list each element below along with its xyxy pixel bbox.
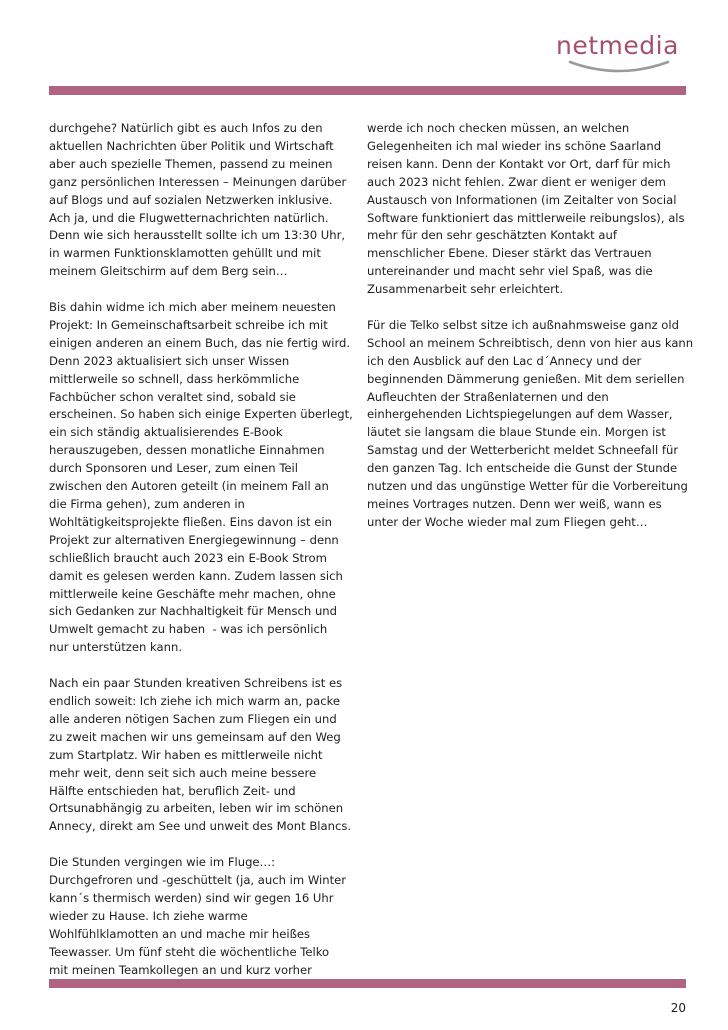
left-text-column: [49, 120, 353, 979]
footer-divider-bar: [49, 979, 686, 988]
page-number: 20: [670, 1001, 686, 1015]
paragraph: Für die Telko selbst sitze ich außnahmsweise ganz old School an meinem Schreibtisch, denn von hier aus kann ich den Ausblick auf den Lac d´Annecy und der beginnenden Dämmerung genießen. Mit dem seriellen Aufleuchten der Straßenlaternen und den einhergehenden Lichtspiegelungen auf dem Wasser, läutet sie langsam die blaue Stunde ein. Morgen ist Samstag und der Wetterbericht meldet Schneefall für den ganzen Tag. Ich entscheide die Gunst der Stunde nutzen und das ungünstige Wetter für die Vorbereitung meines Vortrages nutzen. Denn wer weiß, wann es unter der Woche wieder mal zum Fliegen geht…: [367, 317, 694, 529]
right-text-column: [367, 120, 694, 532]
paragraph: durchgehe? Natürlich gibt es auch Infos zu den aktuellen Nachrichten über Politik und Wirtschaft aber auch spezielle Themen, passend zu meinen ganz persönlichen Interessen – Meinungen darüber auf Blogs und auf sozialen Netzwerken inklusive. Ach ja, und die Flugwetternachrichten natürlich. Denn wie sich herausstellt sollte ich um 13:30 Uhr, in warmen Funktionsklamotten gehüllt und mit meinem Gleitschirm auf dem Berg sein…: [49, 121, 347, 279]
paragraph: werde ich noch checken müssen, an welchen Gelegenheiten ich mal wieder ins schöne Saarland reisen kann. Denn der Kontakt vor Ort, darf für mich auch 2023 nicht fehlen. Zwar dient er weniger dem Austausch von Informationen (im Zeitalter von Social Software funktioniert das mittlerweile reibungslos), als mehr für den sehr geschätzten Kontakt auf menschlicher Ebene. Dieser stärkt das Vertrauen untereinander und macht sehr viel Spaß, was die Zusammenarbeit sehr erleichtert.: [367, 121, 685, 297]
logo-text: netmedia: [556, 31, 679, 60]
paragraph: Bis dahin widme ich mich aber meinem neuesten Projekt: In Gemeinschaftsarbeit schreibe ich mit einigen anderen an einem Buch, das nie fertig wird. Denn 2023 aktualisiert sich unser Wissen mittlerweile so schnell, dass herkömmliche Fachbücher schon veraltet sind, sobald sie erscheinen. So haben sich einige Experten überlegt, ein sich ständig aktualisierendes E-Book herauszugeben, dessen monatliche Einnahmen durch Sponsoren und Leser, zum einen Teil zwischen den Autoren geteilt (in meinem Fall an die Firma gehen), zum anderen in Wohltätigkeitsprojekte fließen. Eins davon ist ein Projekt zur alternativen Energiegewinnung – denn schließlich braucht auch 2023 ein E-Book Strom damit es gelesen werden kann. Zudem lassen sich mittlerweile keine Geschäfte mehr machen, ohne sich Gedanken zur Nachhaltigkeit für Mensch und Umwelt gemacht zu haben - was ich persönlich nur unterstützen kann.: [49, 300, 353, 655]
paragraph: Nach ein paar Stunden kreativen Schreibens ist es endlich soweit: Ich ziehe ich mich warm an, packe alle anderen nötigen Sachen zum Fliegen ein und zu zweit machen wir uns gemeinsam auf den Weg zum Startplatz. Wir haben es mittlerweile nicht mehr weit, denn seit sich auch meine bessere Hälfte entschieden hat, beruflich Zeit- und Ortsunabhängig zu arbeiten, leben wir im schönen Annecy, direkt am See und unweit des Mont Blancs.: [49, 676, 352, 834]
logo-swoosh-icon: [568, 60, 670, 74]
header-divider-bar: [49, 86, 686, 95]
paragraph: Die Stunden vergingen wie im Fluge…: Durchgefroren und -geschüttelt (ja, auch im Winter kann´s thermisch werden) sind wir gegen 16 Uhr wieder zu Hause. Ich ziehe warme Wohlfühlklamotten an und mache mir heißes Teewasser. Um fünf steht die wöchentliche Telko mit meinen Teamkollegen an und kurz vorher: [49, 855, 347, 977]
netmedia-logo: [556, 30, 686, 80]
